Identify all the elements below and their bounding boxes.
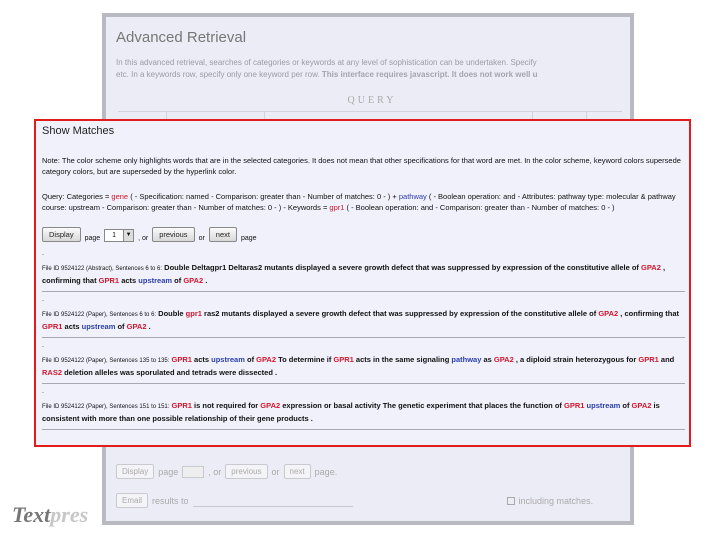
bottom-page-select[interactable] xyxy=(182,466,204,478)
match-text: Delta xyxy=(226,263,247,272)
page-title: Advanced Retrieval xyxy=(116,29,247,46)
next-button[interactable]: next xyxy=(209,227,237,242)
email-button[interactable]: Email xyxy=(116,493,148,508)
highlighted-term: GPR1 xyxy=(171,401,192,410)
highlighted-term: GPA2 xyxy=(493,355,514,364)
match-text: ras2 xyxy=(246,263,263,272)
results-to-label: results to xyxy=(152,495,189,506)
highlighted-term: GPA2 xyxy=(631,401,652,410)
separator-dot: . xyxy=(42,250,44,257)
match-text: of xyxy=(620,401,632,410)
query-text: ( - Specification: named - Comparison: greater than - Number of matches: 0 - ) + xyxy=(128,192,399,201)
pager-controls xyxy=(42,227,685,242)
highlighted-term: pathway xyxy=(451,355,482,364)
bottom-display-button[interactable]: Display xyxy=(116,464,154,479)
match-item xyxy=(42,400,685,430)
query-pathway: pathway xyxy=(398,192,427,201)
intro-line-2: etc. In a keywords row, specify only one keyword per row. xyxy=(116,70,320,79)
match-text: , confirming that xyxy=(618,309,680,318)
highlighted-term: RAS2 xyxy=(42,368,63,377)
match-text: of xyxy=(172,276,184,285)
match-text: of xyxy=(115,322,127,331)
matches-list xyxy=(42,262,685,430)
separator-dot: . xyxy=(42,296,44,303)
query-text: ( - Boolean operation: and - Attributes: pathway type: molecular & pathway course: upstream - Comparison: greater than - Number of matches: 0 - ) - Keywords = xyxy=(42,192,676,212)
match-text: is consistent with more than one possible relationship of their gene products . xyxy=(42,401,660,423)
query-table-border xyxy=(118,111,622,112)
display-button[interactable]: Display xyxy=(42,227,81,242)
query-keyword: gpr1 xyxy=(329,203,345,212)
match-text: Double Delta xyxy=(162,263,211,272)
bottom-pager-row xyxy=(116,464,337,479)
highlighted-term: GPA2 xyxy=(256,355,277,364)
match-text: acts xyxy=(191,355,212,364)
highlighted-term: GPA2 xyxy=(126,322,147,331)
highlighted-term: upstream xyxy=(138,276,173,285)
highlighted-term: GPA2 xyxy=(260,401,281,410)
highlighted-term: GPA2 xyxy=(641,263,661,272)
match-item xyxy=(42,308,685,338)
highlighted-term: upstream xyxy=(211,355,245,364)
or2-label: or xyxy=(198,235,205,242)
highlighted-term: GPR1 xyxy=(564,401,585,410)
highlighted-term: GPR1 xyxy=(98,276,120,285)
logo-part-2: pres xyxy=(50,502,89,527)
match-text: and xyxy=(658,355,675,364)
highlighted-term: upstream xyxy=(586,401,621,410)
email-row xyxy=(116,493,593,508)
including-matches-label: including matches. xyxy=(518,495,594,506)
match-source: File ID 9524122 (Abstract), Sentences 6 to 6: xyxy=(42,266,163,272)
page-select[interactable] xyxy=(104,229,134,242)
match-text: , a diploid strain heterozygous for xyxy=(513,355,639,364)
match-text: gpr1 xyxy=(210,263,227,272)
intro-text xyxy=(116,57,634,81)
color-scheme-note: Note: The color scheme only highlights words that are in the selected categories. It does not mean that other specifications for that word are met. In the color scheme, keyword colors supersede category colors, but are superseded by the hyperlink color. xyxy=(42,156,681,176)
logo-part-1: Text xyxy=(12,502,51,527)
textpresso-logo xyxy=(12,502,88,528)
match-text: deletion alleles was sporulated and tetrads were dissected . xyxy=(62,368,278,377)
highlighted-term: upstream xyxy=(81,322,116,331)
panel-title: Show Matches xyxy=(42,125,115,137)
match-text: of xyxy=(244,355,257,364)
match-text: acts xyxy=(119,276,139,285)
match-text: To determine if xyxy=(276,355,334,364)
query-gene: gene xyxy=(111,192,129,201)
match-source: File ID 9524122 (Paper), Sentences 6 to 6: xyxy=(42,312,157,318)
highlighted-term: GPR1 xyxy=(42,322,63,331)
bottom-next-button[interactable]: next xyxy=(284,464,311,479)
chevron-down-icon: ▼ xyxy=(123,230,133,241)
query-text: Query: Categories = xyxy=(42,192,112,201)
bottom-or2-label: or xyxy=(271,466,280,477)
match-item xyxy=(42,262,685,292)
javascript-warning: This interface requires javascript. It does not work well u xyxy=(321,70,538,79)
match-text: Double xyxy=(156,309,186,318)
match-text: ras2 mutants displayed a severe growth defect that was suppressed by expression of the constitutive allele of xyxy=(201,309,599,318)
highlighted-term: GPR1 xyxy=(333,355,354,364)
match-text: , confirming that xyxy=(42,263,666,285)
match-text: acts in the same signaling xyxy=(353,355,452,364)
match-text: . xyxy=(203,276,208,285)
page-label: page xyxy=(84,235,101,242)
match-source: File ID 9524122 (Paper), Sentences 135 to 135: xyxy=(42,358,170,364)
separator-dot: . xyxy=(42,342,44,349)
match-text: as xyxy=(481,355,494,364)
match-text: acts xyxy=(62,322,82,331)
show-matches-panel xyxy=(34,119,691,447)
highlighted-term: GPR1 xyxy=(638,355,659,364)
or-label: , or xyxy=(138,235,149,242)
match-item xyxy=(42,354,685,384)
match-text: is not required for xyxy=(191,401,261,410)
previous-button[interactable]: previous xyxy=(152,227,194,242)
bottom-previous-button[interactable]: previous xyxy=(225,464,267,479)
page-select-value: 1 xyxy=(112,232,117,239)
bottom-or-label: , or xyxy=(208,466,222,477)
match-text: mutants displayed a severe growth defect that was suppressed by expression of the constitutive allele of xyxy=(262,263,642,272)
match-source: File ID 9524122 (Paper), Sentences 151 to 151: xyxy=(42,404,170,410)
bottom-page-label: page xyxy=(158,466,179,477)
query-summary xyxy=(42,191,685,213)
separator-dot: . xyxy=(42,388,44,395)
match-text: expression or basal activity The genetic experiment that places the function of xyxy=(280,401,564,410)
intro-line-1: In this advanced retrieval, searches of categories or keywords at any level of sophistication can be undertaken. Specify xyxy=(116,58,537,67)
query-text: ( - Boolean operation: and - Comparison: greater than - Number of matches: 0 - ) xyxy=(344,203,615,212)
page2-label: page xyxy=(240,235,257,242)
highlighted-term: GPA2 xyxy=(183,276,204,285)
highlighted-term: gpr1 xyxy=(185,309,202,318)
highlighted-term: GPA2 xyxy=(598,309,619,318)
match-text: . xyxy=(146,322,151,331)
including-matches-checkbox[interactable] xyxy=(507,497,515,505)
email-field[interactable] xyxy=(193,495,353,507)
bottom-page2-label: page. xyxy=(314,466,338,477)
highlighted-term: GPR1 xyxy=(171,355,192,364)
query-heading: QUERY xyxy=(347,95,397,106)
